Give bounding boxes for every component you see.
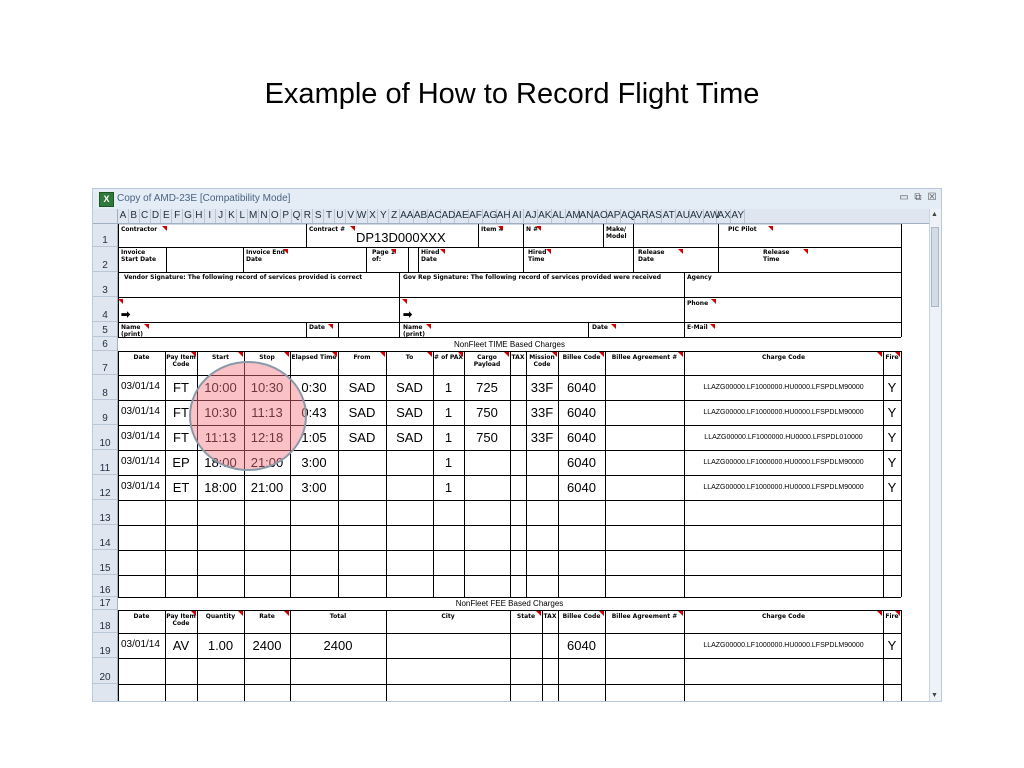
- time-row-elapsed: 3:00: [301, 455, 327, 470]
- time-row-pax: 1: [444, 455, 453, 470]
- time-row-line: [118, 525, 901, 526]
- time-header-agreement: Billee Agreement #: [611, 354, 678, 361]
- pic-pilot-label: PIC Pilot: [728, 226, 757, 233]
- column-header-l[interactable]: L: [237, 209, 248, 223]
- column-header-ao[interactable]: AO: [593, 210, 608, 221]
- comment-indicator-icon[interactable]: [536, 226, 541, 231]
- column-header-z[interactable]: Z: [389, 209, 400, 223]
- signature-arrow-icon: ➡: [121, 309, 131, 321]
- time-row-pax: 1: [444, 405, 453, 420]
- column-header-aa[interactable]: AA: [400, 210, 414, 221]
- comment-indicator-icon[interactable]: [191, 611, 196, 616]
- time-row-fire: Y: [887, 480, 897, 495]
- time-row-pay-code: FT: [173, 380, 189, 395]
- time-row-start: 18:00: [204, 480, 237, 495]
- fee-col-line: [542, 610, 543, 701]
- column-header-ah[interactable]: AH: [496, 210, 511, 221]
- row-header-1[interactable]: 1: [93, 224, 117, 247]
- cell-gridline: [118, 224, 901, 225]
- time-row-line: [118, 575, 901, 576]
- time-row-from: SAD: [348, 430, 376, 445]
- fee-header-rate: Rate: [259, 613, 275, 620]
- scroll-down-icon[interactable]: ▼: [931, 692, 938, 699]
- agency-label: Agency: [687, 274, 712, 281]
- comment-indicator-icon[interactable]: [552, 352, 557, 357]
- fee-col-line: [244, 610, 245, 701]
- fee-row-date: 03/01/14: [121, 639, 160, 650]
- time-row-elapsed: 1:05: [301, 430, 327, 445]
- time-col-line: [605, 351, 606, 597]
- fee-row-billee-code: 6040: [567, 638, 596, 653]
- fee-header-total: Total: [329, 613, 347, 620]
- time-row-pay-code: EP: [172, 455, 190, 470]
- row-header-14[interactable]: 14: [93, 525, 117, 550]
- grid-line: [399, 272, 400, 337]
- time-row-charge-code: LLAZG00000.LF1000000.HU0000.LFSPDLM90000: [703, 409, 864, 416]
- form-border-left: [118, 224, 119, 337]
- comment-indicator-icon[interactable]: [238, 611, 243, 616]
- fee-col-line: [510, 610, 511, 701]
- time-row-stop: 21:00: [250, 480, 284, 495]
- row-header-12[interactable]: 12: [93, 475, 117, 500]
- time-row-date: 03/01/14: [121, 431, 160, 442]
- comment-indicator-icon[interactable]: [426, 324, 431, 329]
- fee-section-title: NonFleet FEE Based Charges: [455, 599, 564, 608]
- time-header-cargo: Cargo Payload: [473, 354, 501, 368]
- excel-icon: X: [99, 192, 114, 207]
- row-header-19[interactable]: 19: [93, 633, 117, 658]
- time-row-fire: Y: [887, 455, 897, 470]
- column-header-al[interactable]: AL: [552, 210, 565, 221]
- fee-header-tax: TAX: [543, 613, 557, 620]
- column-header-ax[interactable]: AX: [717, 210, 731, 221]
- time-row-date: 03/01/14: [121, 456, 160, 467]
- time-row-pax: 1: [444, 380, 453, 395]
- row-headers: [93, 224, 118, 702]
- row-header-3[interactable]: 3: [93, 272, 117, 297]
- row-header-7[interactable]: 7: [93, 351, 117, 375]
- time-row-mission-code: 33F: [530, 430, 554, 445]
- time-row-fire: Y: [887, 380, 897, 395]
- column-header-m[interactable]: M: [248, 210, 258, 221]
- time-row-charge-code: LLAZG00000.LF1000000.HU0000.LFSPDLM90000: [703, 459, 864, 466]
- column-header-n[interactable]: N: [259, 209, 270, 223]
- time-header-start: Start: [211, 354, 230, 361]
- n-number-label: N #: [526, 226, 539, 233]
- fee-col-line: [901, 610, 902, 701]
- time-row-mission-code: 33F: [530, 405, 554, 420]
- grid-line: [718, 224, 719, 247]
- column-header-i[interactable]: I: [205, 209, 216, 223]
- column-header-an[interactable]: AN: [579, 210, 594, 221]
- row-header-17[interactable]: 17: [93, 597, 117, 610]
- comment-indicator-icon[interactable]: [328, 324, 333, 329]
- comment-indicator-icon[interactable]: [427, 352, 432, 357]
- time-row-charge-code: LLAZG00000.LF1000000.HU0000.LFSPDLM90000: [703, 384, 864, 391]
- time-header-from: From: [353, 354, 371, 361]
- time-row-stop: 21:00: [250, 455, 284, 470]
- gov-date-label: Date: [592, 324, 608, 331]
- column-header-ac[interactable]: AC: [427, 210, 442, 221]
- time-row-charge-code: LLAZG00000.LF1000000.HU0000.LFSPDLM90000: [703, 484, 864, 491]
- time-row-to: SAD: [396, 430, 423, 445]
- vendor-date-label: Date: [309, 324, 325, 331]
- time-header-elapsed: Elapsed Time: [291, 354, 337, 361]
- row-header-5[interactable]: 5: [93, 322, 117, 337]
- fee-header-fire: Fire: [885, 613, 899, 620]
- comment-indicator-icon[interactable]: [536, 611, 541, 616]
- grid-line: [366, 247, 367, 272]
- time-row-cargo: 750: [476, 405, 498, 420]
- fee-header-agreement: Billee Agreement #: [611, 613, 678, 620]
- fee-col-line: [386, 610, 387, 701]
- fee-col-line: [558, 610, 559, 701]
- comment-indicator-icon[interactable]: [284, 352, 289, 357]
- time-row-date: 03/01/14: [121, 481, 160, 492]
- scroll-thumb[interactable]: [931, 227, 939, 307]
- time-col-line: [510, 351, 511, 597]
- column-header-b[interactable]: B: [129, 209, 140, 223]
- column-header-ag[interactable]: AG: [482, 210, 498, 221]
- row-header-18[interactable]: 18: [93, 610, 117, 633]
- row-header-4[interactable]: 4: [93, 297, 117, 322]
- fee-col-line: [197, 610, 198, 701]
- column-header-k[interactable]: K: [227, 209, 238, 223]
- time-row-line: [118, 550, 901, 551]
- item-label: Item #: [481, 226, 504, 233]
- grid-line: [338, 322, 339, 337]
- time-row-start: 10:00: [204, 380, 237, 395]
- hired-time-label: Hired Time: [528, 249, 547, 263]
- column-header-aj[interactable]: AJ: [524, 210, 537, 221]
- column-header-h[interactable]: H: [194, 209, 205, 223]
- column-header-ak[interactable]: AK: [538, 210, 552, 221]
- column-header-g[interactable]: G: [183, 209, 194, 223]
- column-header-q[interactable]: Q: [292, 209, 303, 223]
- grid-line: [478, 224, 479, 247]
- start-stop-highlight-circle: [189, 361, 307, 471]
- comment-indicator-icon[interactable]: [877, 611, 882, 616]
- minimize-button[interactable]: ▭: [899, 192, 909, 203]
- comment-indicator-icon[interactable]: [711, 299, 716, 304]
- scroll-up-icon[interactable]: ▲: [931, 211, 938, 218]
- time-row-pay-code: ET: [172, 480, 190, 495]
- fee-row-line: [118, 658, 901, 659]
- time-row-start: 10:30: [204, 405, 237, 420]
- column-header-ae[interactable]: AE: [455, 210, 469, 221]
- row-header-6[interactable]: 6: [93, 337, 117, 351]
- time-header-date: Date: [133, 354, 150, 361]
- fee-header-billee: Billee Code: [562, 613, 601, 620]
- grid-line: [166, 247, 167, 272]
- time-row-to: SAD: [396, 380, 423, 395]
- grid-line: [684, 272, 685, 337]
- time-header-billee: Billee Code: [562, 354, 601, 361]
- fee-header-date: Date: [133, 613, 150, 620]
- comment-indicator-icon[interactable]: [678, 611, 683, 616]
- grid-line: [118, 247, 901, 248]
- comment-indicator-icon[interactable]: [238, 352, 243, 357]
- column-header-as[interactable]: AS: [648, 210, 662, 221]
- window-title: Copy of AMD-23E [Compatibility Mode]: [117, 193, 291, 204]
- grid-line: [523, 247, 524, 272]
- fee-row-line: [118, 633, 901, 634]
- email-label: E-Mail: [687, 324, 708, 331]
- grid-line: [118, 322, 901, 323]
- time-row-to: SAD: [396, 405, 423, 420]
- window-titlebar: [93, 189, 941, 210]
- row-header-13[interactable]: 13: [93, 500, 117, 525]
- phone-label: Phone: [687, 300, 709, 307]
- grid-line: [118, 297, 901, 298]
- column-header-e[interactable]: E: [161, 209, 172, 223]
- column-header-p[interactable]: P: [281, 209, 292, 223]
- time-row-date: 03/01/14: [121, 381, 160, 392]
- invoice-start-date-label: Invoice Start Date: [121, 249, 157, 263]
- column-header-s[interactable]: S: [313, 209, 324, 223]
- grid-line: [588, 322, 589, 337]
- row-header-10[interactable]: 10: [93, 425, 117, 450]
- time-row-billee-code: 6040: [567, 455, 596, 470]
- time-header-to: To: [405, 354, 414, 361]
- column-header-v[interactable]: V: [346, 209, 357, 223]
- comment-indicator-icon[interactable]: [895, 611, 900, 616]
- comment-indicator-icon[interactable]: [768, 226, 773, 231]
- column-header-y[interactable]: Y: [378, 209, 389, 223]
- column-header-at[interactable]: AT: [662, 210, 675, 221]
- time-header-charge: Charge Code: [761, 354, 806, 361]
- time-row-pax: 1: [444, 430, 453, 445]
- time-row-stop: 11:13: [251, 405, 283, 420]
- comment-indicator-icon[interactable]: [895, 352, 900, 357]
- time-row-pay-code: FT: [173, 430, 189, 445]
- column-header-am[interactable]: AM: [565, 210, 581, 221]
- slide-title: Example of How to Record Flight Time: [264, 78, 760, 110]
- fee-col-line: [118, 610, 119, 701]
- fee-row-fire: Y: [887, 638, 897, 653]
- form-border-right: [901, 224, 902, 337]
- column-header-x[interactable]: X: [368, 209, 379, 223]
- time-row-billee-code: 6040: [567, 405, 596, 420]
- grid-line: [633, 224, 634, 247]
- row-header-8[interactable]: 8: [93, 375, 117, 400]
- comment-indicator-icon[interactable]: [803, 249, 808, 254]
- fee-col-line: [605, 610, 606, 701]
- vendor-name-label: Name (print): [121, 324, 143, 338]
- column-header-au[interactable]: AU: [676, 210, 690, 221]
- comment-indicator-icon[interactable]: [546, 249, 551, 254]
- comment-indicator-icon[interactable]: [191, 352, 196, 357]
- comment-indicator-icon[interactable]: [380, 352, 385, 357]
- release-date-label: Release Date: [638, 249, 665, 263]
- select-all-corner[interactable]: [93, 209, 118, 223]
- time-row-line: [118, 475, 901, 476]
- time-row-fire: Y: [887, 430, 897, 445]
- time-col-line: [901, 351, 902, 597]
- fee-row-total: 2400: [323, 638, 353, 653]
- fee-row-rate: 2400: [252, 638, 282, 653]
- time-row-mission-code: 33F: [530, 380, 554, 395]
- time-row-cargo: 750: [476, 430, 498, 445]
- grid-line: [603, 224, 604, 247]
- comment-indicator-icon[interactable]: [599, 352, 604, 357]
- column-headers: [93, 209, 941, 224]
- comment-indicator-icon[interactable]: [710, 324, 715, 329]
- time-row-line: [118, 597, 901, 598]
- time-row-elapsed: 0:43: [301, 405, 327, 420]
- column-header-aw[interactable]: AW: [703, 210, 720, 221]
- fee-col-line: [883, 610, 884, 701]
- fee-header-charge: Charge Code: [761, 613, 806, 620]
- time-header-pax: # of PAX: [433, 354, 464, 361]
- close-button[interactable]: ☒: [927, 192, 937, 203]
- time-row-elapsed: 3:00: [301, 480, 327, 495]
- page-label: Page 1 of:: [372, 249, 395, 263]
- time-row-stop: 10:30: [250, 380, 284, 395]
- column-header-f[interactable]: F: [172, 209, 183, 223]
- gov-name-label: Name (print): [403, 324, 425, 338]
- time-row-line: [118, 500, 901, 501]
- time-row-pay-code: FT: [173, 405, 189, 420]
- comment-indicator-icon[interactable]: [678, 352, 683, 357]
- row-header-9[interactable]: 9: [93, 400, 117, 425]
- fee-row-line: [118, 684, 901, 685]
- fee-col-line: [684, 610, 685, 701]
- comment-indicator-icon[interactable]: [284, 611, 289, 616]
- time-header-tax: TAX: [511, 354, 525, 361]
- time-row-billee-code: 6040: [567, 430, 596, 445]
- comment-indicator-icon[interactable]: [162, 226, 167, 231]
- grid-line: [306, 322, 307, 337]
- contract-number-value: DP13D000XXX: [356, 230, 446, 245]
- row-header-2[interactable]: 2: [93, 247, 117, 272]
- contract-label: Contract #: [309, 226, 346, 233]
- column-header-c[interactable]: C: [140, 209, 151, 223]
- row-header-15[interactable]: 15: [93, 550, 117, 575]
- column-header-ap[interactable]: AP: [607, 210, 621, 221]
- comment-indicator-icon[interactable]: [144, 324, 149, 329]
- vertical-scrollbar[interactable]: [929, 209, 941, 701]
- time-header-mission: Mission Code: [529, 354, 555, 368]
- release-time-label: Release Time: [763, 249, 790, 263]
- vendor-signature-label: Vendor Signature: The following record of services provided is correct: [124, 274, 363, 281]
- grid-line: [718, 247, 719, 272]
- grid-line: [243, 247, 244, 272]
- comment-indicator-icon[interactable]: [877, 352, 882, 357]
- column-header-ai[interactable]: AI: [511, 209, 525, 223]
- grid-line: [408, 247, 409, 272]
- column-header-af[interactable]: AF: [469, 210, 482, 221]
- comment-indicator-icon[interactable]: [599, 611, 604, 616]
- time-header-fire: Fire: [885, 354, 899, 361]
- row-header-16[interactable]: 16: [93, 575, 117, 597]
- time-row-start: 11:13: [204, 430, 237, 445]
- time-row-start: 18:00: [204, 455, 237, 470]
- time-row-billee-code: 6040: [567, 480, 596, 495]
- fee-col-line: [290, 610, 291, 701]
- grid-line: [523, 224, 524, 247]
- column-header-o[interactable]: O: [270, 209, 281, 223]
- time-header-pay-item: Pay Item Code: [166, 354, 196, 368]
- comment-indicator-icon[interactable]: [332, 352, 337, 357]
- time-row-pax: 1: [444, 480, 453, 495]
- time-section-title: NonFleet TIME Based Charges: [453, 340, 565, 349]
- grid-line: [633, 247, 634, 272]
- fee-row-pay-code: AV: [172, 638, 190, 653]
- column-header-a[interactable]: A: [118, 209, 129, 223]
- column-header-ab[interactable]: AB: [413, 210, 428, 221]
- time-row-from: SAD: [348, 380, 376, 395]
- time-header-stop: Stop: [259, 354, 275, 361]
- time-row-cargo: 725: [476, 380, 498, 395]
- time-row-from: SAD: [348, 405, 376, 420]
- time-row-fire: Y: [887, 405, 897, 420]
- time-row-date: 03/01/14: [121, 406, 160, 417]
- contractor-label: Contractor: [121, 226, 158, 233]
- make-model-label: Make/ Model: [606, 226, 627, 240]
- fee-row-quantity: 1.00: [207, 638, 234, 653]
- column-header-d[interactable]: D: [151, 209, 162, 223]
- row-header-11[interactable]: 11: [93, 450, 117, 475]
- signature-arrow-icon: ➡: [403, 309, 413, 321]
- column-header-ad[interactable]: AD: [441, 210, 456, 221]
- time-row-elapsed: 0:30: [301, 380, 327, 395]
- comment-indicator-icon[interactable]: [283, 249, 288, 254]
- comment-indicator-icon[interactable]: [611, 324, 616, 329]
- row-header-20[interactable]: 20: [93, 658, 117, 684]
- grid-line: [118, 337, 901, 338]
- grid-line: [306, 224, 307, 247]
- column-header-aq[interactable]: AQ: [620, 210, 636, 221]
- fee-header-city: City: [441, 613, 455, 620]
- column-header-r[interactable]: R: [302, 209, 313, 223]
- gov-rep-signature-label: Gov Rep Signature: The following record of services provided were received: [403, 274, 662, 281]
- fee-row-charge-code: LLAZG00000.LF1000000.HU0000.LFSPDLM90000: [703, 642, 864, 649]
- grid-line: [418, 247, 419, 272]
- fee-header-quantity: Quantity: [205, 613, 236, 620]
- column-header-t[interactable]: T: [324, 209, 335, 223]
- comment-indicator-icon[interactable]: [350, 226, 355, 231]
- grid-line: [118, 272, 901, 273]
- restore-button[interactable]: ⧉: [914, 192, 922, 203]
- column-header-u[interactable]: U: [335, 209, 346, 223]
- comment-indicator-icon[interactable]: [678, 249, 683, 254]
- comment-indicator-icon[interactable]: [504, 352, 509, 357]
- hired-date-label: Hired Date: [421, 249, 440, 263]
- comment-indicator-icon[interactable]: [118, 299, 123, 304]
- comment-indicator-icon[interactable]: [440, 249, 445, 254]
- column-header-j[interactable]: J: [216, 209, 227, 223]
- time-col-line: [118, 351, 119, 597]
- fee-header-state: State: [516, 613, 536, 620]
- fee-header-pay-item: Pay Item Code: [166, 613, 196, 627]
- time-row-charge-code: LLAZG00000.LF1000000.HU0000.LFSPDL010000: [704, 434, 863, 441]
- comment-indicator-icon[interactable]: [402, 299, 407, 304]
- invoice-end-date-label: Invoice End Date: [246, 249, 285, 263]
- column-header-ay[interactable]: AY: [731, 210, 744, 221]
- time-row-billee-code: 6040: [567, 380, 596, 395]
- column-header-w[interactable]: W: [356, 210, 367, 221]
- column-header-ar[interactable]: AR: [634, 210, 649, 221]
- comment-indicator-icon[interactable]: [458, 352, 463, 357]
- time-row-stop: 12:18: [250, 430, 284, 445]
- comment-indicator-icon[interactable]: [391, 249, 396, 254]
- column-header-av[interactable]: AV: [689, 210, 703, 221]
- comment-indicator-icon[interactable]: [498, 226, 503, 231]
